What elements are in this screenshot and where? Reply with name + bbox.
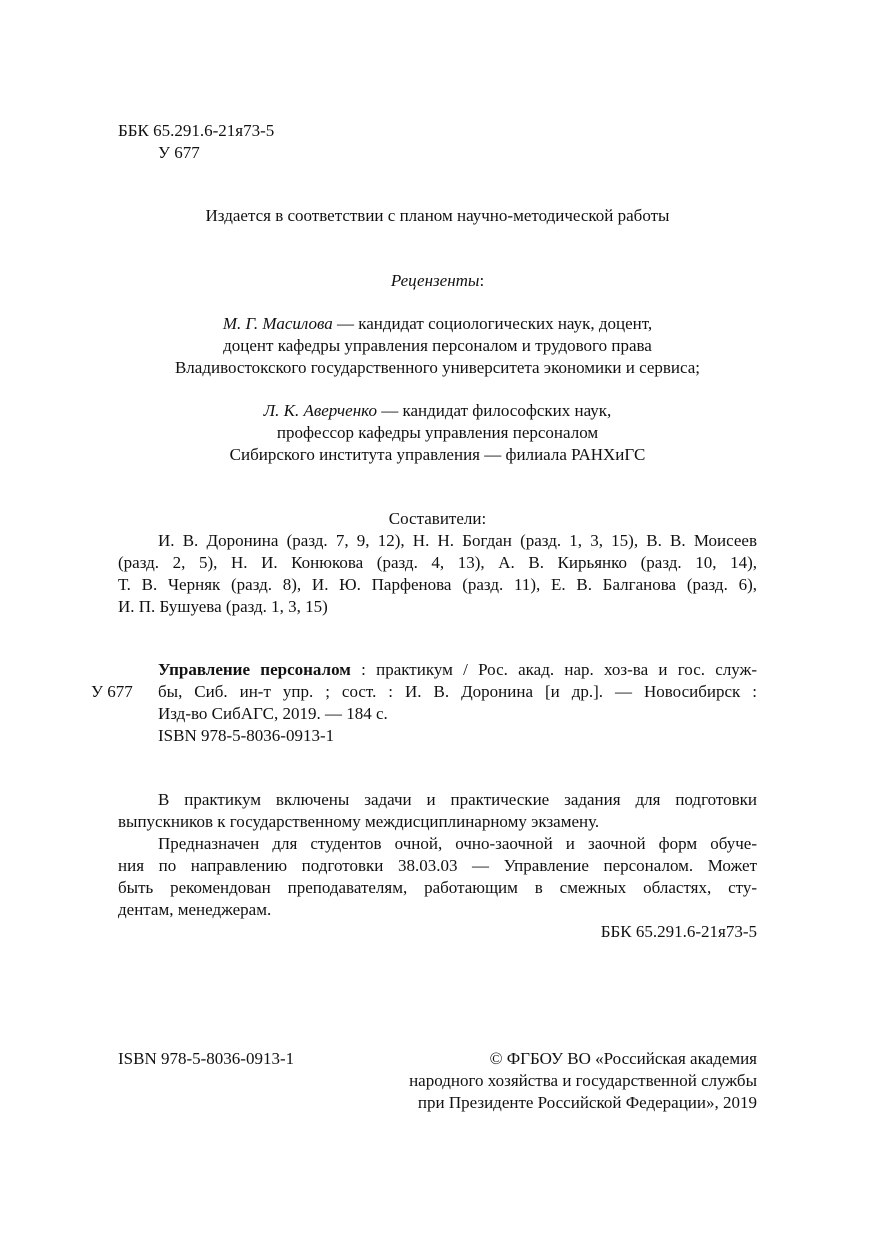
annotation-line-3: Предназначен для студентов очной, очно-заочной и заочной форм обуче- [158,834,757,853]
compilers-line-3: Т. В. Черняк (разд. 8), И. Ю. Парфенова (разд. 11), Е. В. Балганова (разд. 6), [118,575,757,594]
annotation-bbk: ББК 65.291.6-21я73-5 [600,922,757,941]
bib-isbn: ISBN 978-5-8036-0913-1 [158,726,335,745]
reviewers-heading-text: Рецензенты [390,271,480,290]
reviewer-2-line-3: Сибирского института управления — филиала РАНХиГС [229,445,646,464]
author-mark: У 677 [158,143,200,162]
annotation-line-6: дентам, менеджерам. [118,900,272,919]
annotation-line-2: выпускников к государственному междисциплинарному экзамену. [118,812,600,831]
reviewer-1-title: — кандидат социологических наук, доцент, [332,314,653,333]
copyright-line-3: при Президенте Российской Федерации», 2019 [417,1093,757,1112]
reviewers-heading [0,270,875,292]
reviewer-2-title: — кандидат философских наук, [376,401,612,420]
bib-title: Управление персоналом [158,660,351,679]
copyright-line-1: © ФГБОУ ВО «Российская академия [489,1049,757,1068]
footer-isbn: ISBN 978-5-8036-0913-1 [118,1049,295,1068]
compilers-heading: Составители: [388,509,487,528]
reviewer-2-line-1 [0,400,875,422]
bib-line-1-rest: : практикум / Рос. акад. нар. хоз-ва и гос. служ- [350,660,757,679]
bib-line-2: бы, Сиб. ин-т упр. ; сост. : И. В. Доронина [и др.]. — Новосибирск : [158,682,757,701]
reviewer-1-line-3: Владивостокского государственного университета экономики и сервиса; [174,358,701,377]
compilers-line-2: (разд. 2, 5), Н. И. Конюкова (разд. 4, 13), А. В. Кирьянко (разд. 10, 14), [118,553,757,572]
bib-author-mark: У 677 [91,682,133,701]
annotation-line-4: ния по направлению подготовки 38.03.03 — Управление персоналом. Может [118,856,757,875]
bib-line-3: Изд-во СибАГС, 2019. — 184 с. [158,704,388,723]
reviewer-1-line-1 [0,313,875,335]
bib-line-1 [158,659,757,681]
reviewer-2-name: Л. К. Аверченко [263,401,377,420]
publication-note: Издается в соответствии с планом научно-методической работы [205,206,670,225]
bbk-code: ББК 65.291.6-21я73-5 [118,121,275,140]
reviewer-1-line-2: доцент кафедры управления персоналом и трудового права [223,336,652,355]
annotation-line-1: В практикум включены задачи и практические задания для подготовки [158,790,757,809]
compilers-line-4: И. П. Бушуева (разд. 1, 3, 15) [118,597,328,616]
reviewers-heading-colon: : [479,271,485,290]
reviewer-1-name: М. Г. Масилова [222,314,333,333]
annotation-line-5: быть рекомендован преподавателям, работающим в смежных областях, сту- [118,878,757,897]
copyright-line-2: народного хозяйства и государственной службы [409,1071,757,1090]
reviewer-2-line-2: профессор кафедры управления персоналом [276,423,599,442]
compilers-line-1: И. В. Доронина (разд. 7, 9, 12), Н. Н. Богдан (разд. 1, 3, 15), В. В. Моисеев [158,531,757,550]
